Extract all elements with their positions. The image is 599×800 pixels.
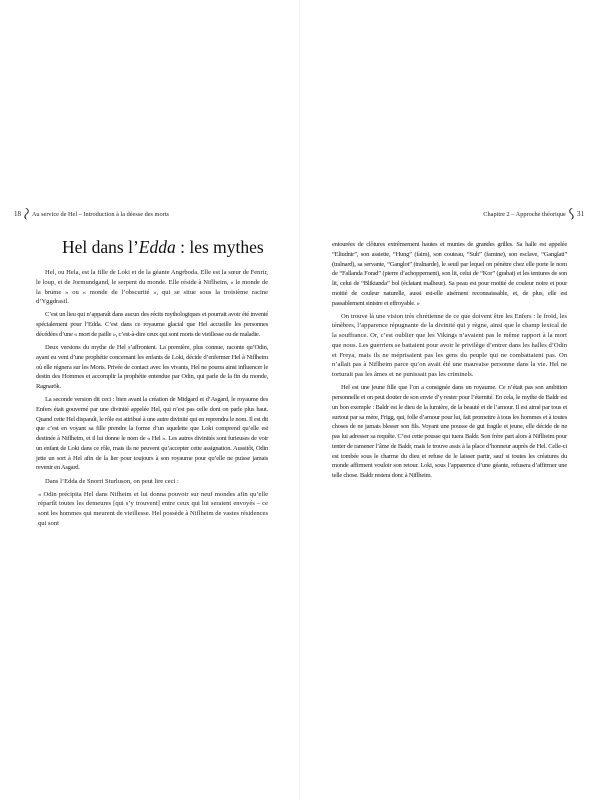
paragraph: entourées de clôtures extrêmement hautes et munies de grandes grilles. Sa halle est appelée “Eliudnir”, son assiette, “Hung” (faim), son couteau, “Sult” (famine), son esclave, “Ganglati” (tralnard), sa servante, “Ganglot” (tralnarde), le seuil par lequel on pénètre chez elle porte le nom de “Fallanda Forad” (pierre d’achoppement), son lit, celui de “Kor” (grabat) et les tentures de son lit, celui de “Blikianda” bol (éclatant malheur). Sa peau est pour moitié de couleur noire et pour moitié de couleur naturelle, aussi est-elle aisément reconnaissable, et, de plus, elle est passablement sinistre et effroyable. » (332, 241, 567, 307)
quote-paragraph: « Odin précipita Hel dans Nifheim et lui donna pouvoir sur neuf mondes afin qu’elle répartît toutes les demeures [qui s’y trouvent] entre ceux qui lui seraient envoyés – ce sont les hommes qui meurent de vieillesse. Hel possède à Niflheim de vastes résidences qui sont (38, 490, 268, 527)
left-page-header (14, 207, 169, 221)
running-head: Au service de Hel – Introduction à la déesse des morts (31, 211, 169, 218)
paragraph: La seconde version dit ceci : bien avant la création de Midgard et d’Asgard, le royaume des Enfers était gouverné par une divinité appelée Hel, qui n’est pas celle dont on parle plus haut. Quand cette Hel disparaît, le rôle est attribué à une autre divinité qui en reprendra le nom. Il est dit que c’est en voyant sa fille prendre la forme d’un squelette que Loki comprend qu’elle est destinée à Niflheim, et il lui donne le nom de « Hel ». Les autres divinités sont furieuses de voir un enfant de Loki dans ce rôle, mais ils ne peuvent qu’accepter cette assignation. Aussitôt, Odin jette un sort à Hel afin de la lier pour toujours à son royaume pour qu’elle ne puisse jamais revenir en Asgard. (36, 396, 268, 472)
paragraph: C’est un lieu qui n’apparaît dans aucun des récits mythologiques et pourrait avoir été inventé spécialement pour l’Edda. C’est dans ce royaume glacial que Hel accueille les personnes décédées d’une « mort de paille », c’est-à-dire ceux qui sont morts de vieillesse ou de maladie. (36, 311, 268, 338)
page-number: 18 (14, 210, 21, 218)
paragraph: Hel est une jeune fille que l’on a consignée dans un royaume. Ce n’était pas son ambition personnelle et on peut douter de son envie d’y rester pour l’éternité. En cela, le mythe de Baldr est un bon exemple : Baldr est le dieu de la lumière, de la beauté et de l’amour. Il est aimé par tous et surtout par sa mère, Frigg, qui, folle d’amour pour lui, fait promettre à tous les hommes et à toutes choses de ne jamais blesser son fils. Voyant une pousse de gui fragile et jeune, elle décide de ne pas lui adresser sa requête. C’est cette pousse qui tuera Baldr. Son frère part alors à Niflheim pour tenter de ramener l’âme de Baldr, mais le trouve assis à la place d’honneur auprès de Hel. Celle-ci est tombée sous le charme du dieu et refuse de le laisser partir, sauf si toutes les créatures du monde affirment vouloir son retour. Loki, sous l’apparence d’une géante, refusera d’affirmer une telle chose. Baldr restera donc à Niflheim. (332, 384, 567, 480)
paragraph: Dans l’Edda de Snorri Sturluson, on peut lire ceci : (45, 477, 179, 485)
ornament-icon (23, 207, 31, 221)
left-page (0, 0, 299, 800)
left-text-column (36, 268, 268, 532)
chapter-title-italic: Edda (138, 237, 176, 257)
chapter-title (62, 236, 264, 258)
paragraph: Hel, ou Hela, est la fille de Loki et de la géante Angrboda. Elle est la sœur de Fenrir, le loup, et de Jormundgand, le serpent du monde. Elle réside à Niflheim, « le monde de la brume » ou « monde de l’obscurité », qui se situe sous la troisième racine d’Yggdrasil. (36, 269, 268, 306)
right-text-column (332, 240, 567, 484)
paragraph: Deux versions du mythe de Hel s’affrontent. La première, plus connue, raconte qu’Odin, ayant eu vent d’une prophétie concernant les enfants de Loki, décide d’enfermer Hel à Niflheim où elle régnera sur les Morts. Privée de contact avec les vivants, Hel ne pourra ainsi influencer le destin des Hommes et accomplir la prophétie entendue par Odin, qui parle de la fin du monde, Ragnarök. (36, 344, 268, 391)
running-head: Chapitre 2 – Approche théorique (483, 211, 566, 218)
page-number: 31 (577, 210, 584, 218)
chapter-title-prefix: Hel dans l’ (62, 237, 139, 257)
right-page (300, 0, 599, 800)
paragraph: On trouve là une vision très chrétienne de ce que doivent être les Enfers : le froid, les ténèbres, l’apparence répugnante de la divinité qui y règne, ainsi que le champ lexical de la souffrance. Or, c’est oublier que les Vikings n’avaient pas le même rapport à la mort que nous. Les guerriers se battaient pour avoir le privilège d’entrer dans les halles d’Odin et Freya, mais ils ne méprisaient pas les gens du peuple qui ne combattaient pas. On n’allait pas à Niflheim parce qu’on avait été une mauvaise personne dans la vie. Hel ne torturait pas les âmes et ne punissait pas les criminels. (332, 312, 567, 379)
chapter-title-suffix: : les mythes (175, 237, 264, 257)
ornament-icon (567, 207, 575, 221)
right-page-header (483, 207, 584, 221)
